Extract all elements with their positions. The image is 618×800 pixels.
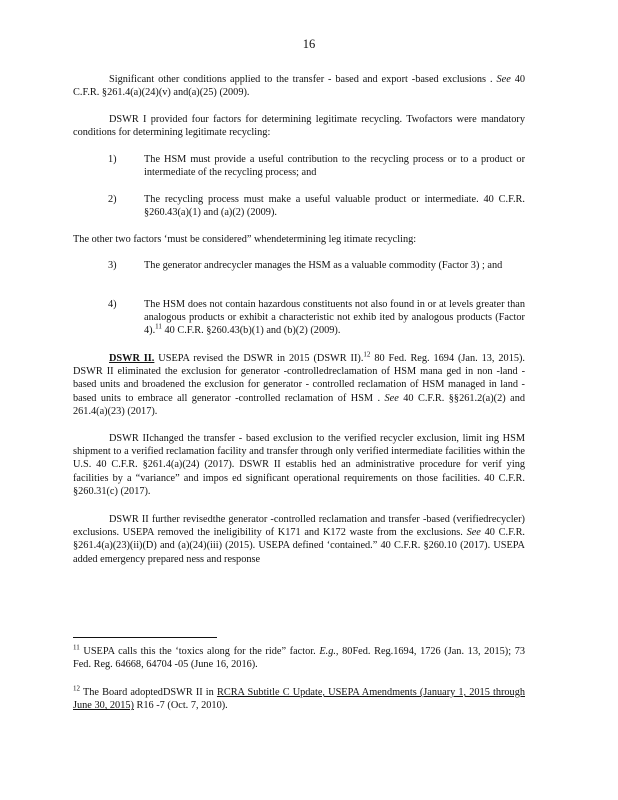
- list-item-text: The HSM must provide a useful contribution to the recycling process or to a product or intermediate of the recycling process; and: [144, 154, 525, 179]
- footnote-separator: [73, 637, 217, 638]
- paragraph-text: DSWR II further revisedthe generator -controlled reclamation and transfer -based (verifiedrecycler) exclusions. USEPA removed the ineligibility of K171 and K172 waste from the exclusions.: [73, 514, 525, 539]
- paragraph-text: 80 Fed. Reg. 1694 (Jan. 13, 2015). DSWR II eliminated the exclusion for generator -controlledreclamation of HSM mana ged in non -land -based units and broadened the exclusion for generator - controlled reclamation of HSM managed in land -based units to embrace all generator -controlled reclamation of HSM .: [73, 353, 525, 404]
- footnote-text: R16 -7 (Oct. 7, 2010).: [133, 700, 228, 712]
- list-item-text-a: The HSM does not contain hazardous constituents not also found in or at levels greater than analogous products or exhibit a characteristic not exhib ited by analogous products (Factor 4).: [144, 299, 525, 337]
- footnote-ref-12: 12: [363, 350, 371, 359]
- paragraph-further-revised: [73, 513, 525, 566]
- list-item-number: 4): [108, 299, 117, 310]
- footnote-11: [73, 645, 525, 671]
- section-heading: DSWR II.: [109, 353, 155, 364]
- list-item: [108, 193, 525, 219]
- citation: 40 C.F.R. §§261.2(a)(2) and 261.4(a)(23) (2017).: [73, 392, 525, 417]
- footnote-case-title: RCRA Subtitle C Update, USEPA Amendments (January 1, 2015 through June 30, 2015): [73, 687, 525, 712]
- page-number: 16: [302, 37, 316, 51]
- citation-signal: See: [466, 527, 481, 539]
- list-item: [108, 298, 525, 338]
- paragraph-verified-recycler: DSWR IIchanged the transfer - based exclusion to the verified recycler exclusion, limit ing HSM shipment to a verified reclamation facility and transfer through only verified intermediate facilities within the U.S. 40 C.F.R. §261.4(a)(24) (2017). DSWR II establis hed an administrative procedure for verif ying facilities by a “variance” and impos ed significant operational requirements on those facilities. 40 C.F.R. §260.31(c) (2017).: [73, 433, 525, 497]
- list-item-number: 1): [108, 154, 117, 165]
- footnote-text: USEPA calls this the ‘toxics along for the ride” factor.: [79, 646, 316, 657]
- footnote-text: The Board adoptedDSWR II in: [80, 687, 217, 698]
- paragraph-dswr-ii: [73, 352, 525, 418]
- paragraph-other-factors: The other two factors ‘must be considered” whendetermining leg itimate recycling:: [73, 234, 417, 245]
- footnote-marker: 12: [73, 684, 80, 693]
- footnote-12: [73, 686, 525, 712]
- paragraph-text: Significant other conditions applied to the transfer - based and export -based exclusions .: [109, 74, 493, 85]
- list-item-text: The recycling process must make a useful valuable product or intermediate. 40 C.F.R. §260.43(a)(1) and (a)(2) (2009).: [144, 194, 525, 219]
- paragraph-significant-conditions: [73, 73, 525, 99]
- list-item-text-b: 40 C.F.R. §260.43(b)(1) and (b)(2) (2009).: [161, 325, 341, 337]
- list-item-number: 2): [108, 194, 117, 205]
- footnote-marker: 11: [73, 643, 80, 652]
- list-item-text: The generator andrecycler manages the HSM as a valuable commodity (Factor 3) ; and: [144, 260, 503, 271]
- citation: 40 C.F.R. §261.4(a)(24)(v) and(a)(25) (2009).: [73, 74, 526, 99]
- paragraph-text: USEPA revised the DSWR in 2015 (DSWR II).: [154, 353, 364, 364]
- citation-signal: See: [496, 74, 511, 85]
- citation-signal: See: [384, 392, 399, 404]
- footnote-text: 80Fed. Reg.1694, 1726 (Jan. 13, 2015); 73 Fed. Reg. 64668, 64704 -05 (June 16, 2016).: [73, 646, 526, 671]
- footnote-ref-11: 11: [155, 322, 162, 331]
- list-item: [108, 153, 525, 179]
- paragraph-dswr-i-factors: DSWR I provided four factors for determining legitimate recycling. Twofactors were mandatory conditions for determining legitimate recycling:: [73, 114, 525, 139]
- list-item-number: 3): [108, 260, 117, 271]
- footnote-signal: E.g.,: [319, 646, 339, 657]
- list-item: [108, 259, 525, 272]
- paragraph-text: 40 C.F.R. §261.4(a)(23)(ii)(D) and (a)(24)(iii) (2015). USEPA defined ‘contained.” 40 C.F.R. §260.10 (2017). USEPA added emergency prepared ness and response: [73, 527, 526, 565]
- list-item-text: [144, 298, 525, 338]
